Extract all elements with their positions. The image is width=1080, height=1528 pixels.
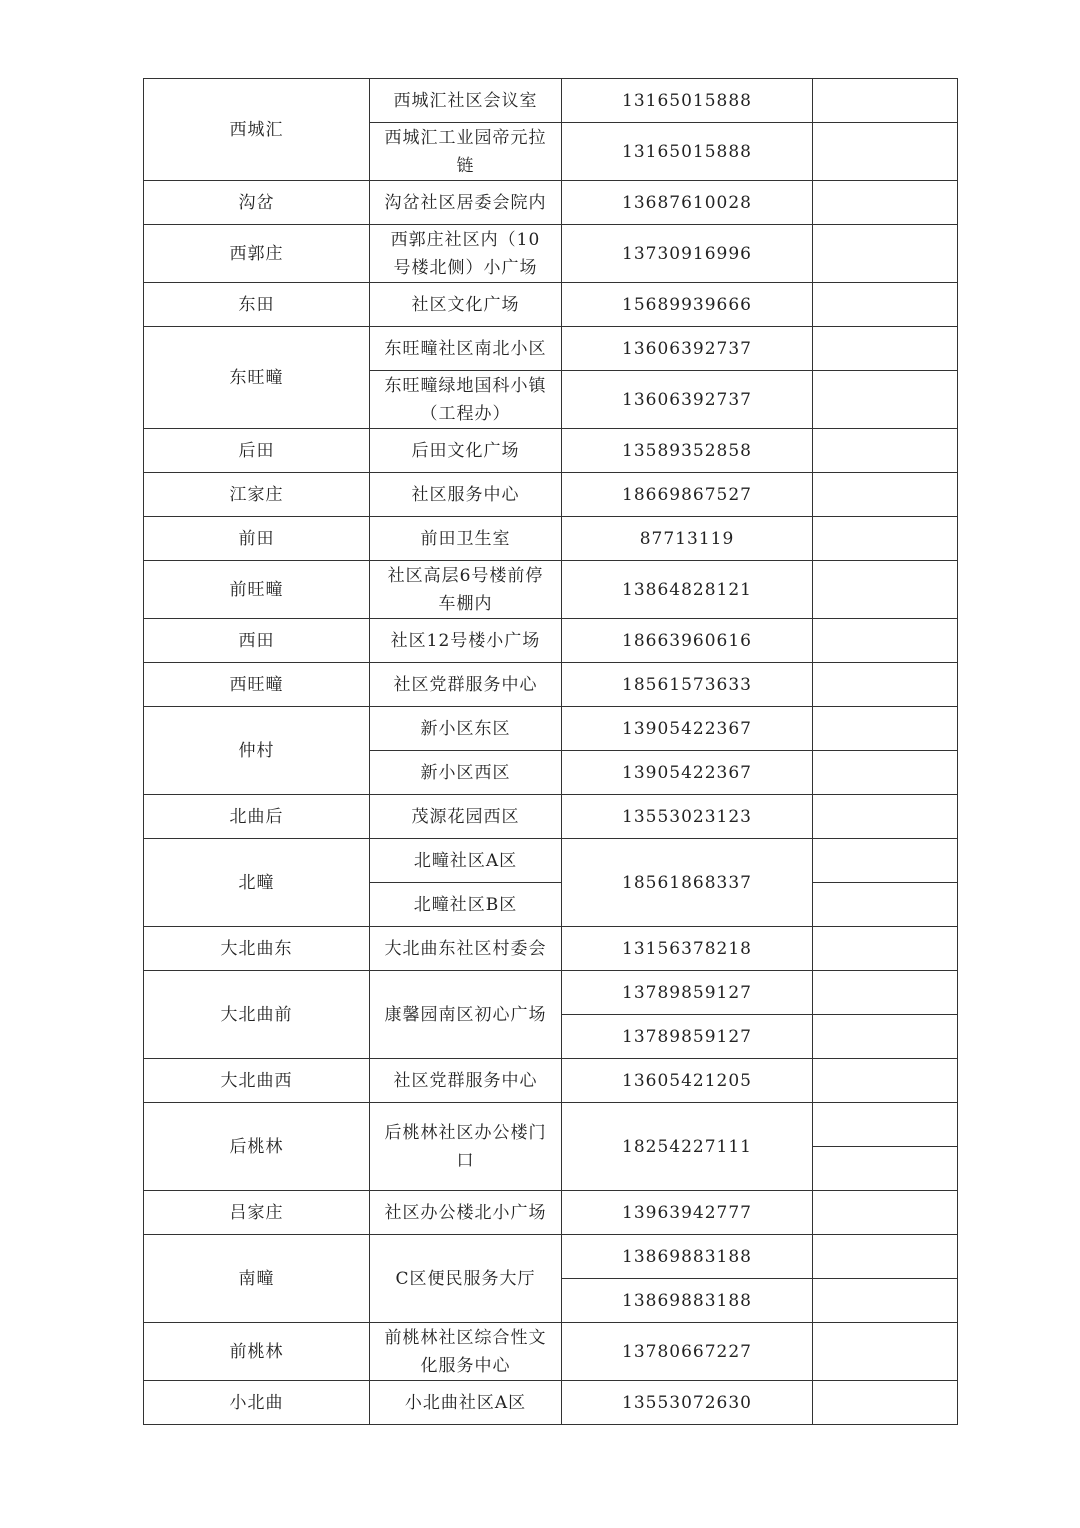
table-row [144, 429, 958, 473]
phone-cell: 13589352858 [562, 429, 813, 473]
remark-cell [813, 707, 958, 751]
site-cell: 前田卫生室 [370, 517, 562, 561]
community-cell: 西旺疃 [144, 663, 370, 707]
phone-cell: 13605421205 [562, 1059, 813, 1103]
site-cell: 西城汇工业园帝元拉链 [370, 123, 562, 181]
community-cell: 江家庄 [144, 473, 370, 517]
table-row [144, 971, 958, 1015]
phone-cell: 13553023123 [562, 795, 813, 839]
community-cell: 西城汇 [144, 79, 370, 181]
community-cell: 前旺疃 [144, 561, 370, 619]
table-row [144, 225, 958, 283]
site-cell: 社区党群服务中心 [370, 663, 562, 707]
site-cell: 后桃林社区办公楼门口 [370, 1103, 562, 1191]
site-cell: 东旺疃绿地国科小镇（工程办） [370, 371, 562, 429]
remark-cell [813, 1015, 958, 1059]
site-cell: 西郭庄社区内（10号楼北侧）小广场 [370, 225, 562, 283]
phone-cell: 13730916996 [562, 225, 813, 283]
remark-cell [813, 429, 958, 473]
phone-cell: 13606392737 [562, 371, 813, 429]
phone-cell: 13869883188 [562, 1235, 813, 1279]
remark-cell [813, 473, 958, 517]
remark-cell [813, 1147, 958, 1191]
site-cell: 西城汇社区会议室 [370, 79, 562, 123]
remark-cell [813, 1059, 958, 1103]
phone-cell: 13165015888 [562, 79, 813, 123]
remark-cell [813, 663, 958, 707]
site-cell: 新小区西区 [370, 751, 562, 795]
phone-cell: 18663960616 [562, 619, 813, 663]
community-cell: 沟岔 [144, 181, 370, 225]
table-row [144, 707, 958, 751]
phone-cell: 18254227111 [562, 1103, 813, 1191]
community-cell: 大北曲西 [144, 1059, 370, 1103]
phone-cell: 13869883188 [562, 1279, 813, 1323]
remark-cell [813, 371, 958, 429]
community-cell: 北曲后 [144, 795, 370, 839]
site-cell: 后田文化广场 [370, 429, 562, 473]
phone-cell: 13156378218 [562, 927, 813, 971]
community-cell: 后桃林 [144, 1103, 370, 1191]
community-cell: 仲村 [144, 707, 370, 795]
table-row [144, 517, 958, 561]
community-cell: 大北曲东 [144, 927, 370, 971]
site-cell: 社区服务中心 [370, 473, 562, 517]
table-row [144, 327, 958, 371]
table-row [144, 181, 958, 225]
table-row [144, 663, 958, 707]
site-cell: 北疃社区B区 [370, 883, 562, 927]
phone-cell: 13864828121 [562, 561, 813, 619]
table-row [144, 1381, 958, 1425]
table-row [144, 561, 958, 619]
phone-cell: 13606392737 [562, 327, 813, 371]
remark-cell [813, 883, 958, 927]
phone-cell: 18561573633 [562, 663, 813, 707]
table-row [144, 1323, 958, 1381]
remark-cell [813, 619, 958, 663]
community-cell: 前田 [144, 517, 370, 561]
remark-cell [813, 971, 958, 1015]
phone-cell: 15689939666 [562, 283, 813, 327]
phone-cell: 13780667227 [562, 1323, 813, 1381]
testing-site-table [143, 78, 958, 1425]
phone-cell: 13165015888 [562, 123, 813, 181]
site-cell: 沟岔社区居委会院内 [370, 181, 562, 225]
table-row [144, 1103, 958, 1147]
site-cell: 北疃社区A区 [370, 839, 562, 883]
community-cell: 西田 [144, 619, 370, 663]
community-cell: 东旺疃 [144, 327, 370, 429]
table-row [144, 795, 958, 839]
table-row [144, 1059, 958, 1103]
table-row [144, 283, 958, 327]
table-row [144, 1191, 958, 1235]
remark-cell [813, 123, 958, 181]
remark-cell [813, 79, 958, 123]
remark-cell [813, 1279, 958, 1323]
community-cell: 吕家庄 [144, 1191, 370, 1235]
remark-cell [813, 181, 958, 225]
site-cell: 小北曲社区A区 [370, 1381, 562, 1425]
community-cell: 后田 [144, 429, 370, 473]
phone-cell: 13905422367 [562, 707, 813, 751]
site-cell: 茂源花园西区 [370, 795, 562, 839]
site-cell: 社区办公楼北小广场 [370, 1191, 562, 1235]
remark-cell [813, 561, 958, 619]
phone-cell: 13687610028 [562, 181, 813, 225]
remark-cell [813, 517, 958, 561]
phone-cell: 18669867527 [562, 473, 813, 517]
remark-cell [813, 225, 958, 283]
site-cell: 大北曲东社区村委会 [370, 927, 562, 971]
community-cell: 北疃 [144, 839, 370, 927]
phone-cell: 13553072630 [562, 1381, 813, 1425]
remark-cell [813, 1191, 958, 1235]
remark-cell [813, 795, 958, 839]
community-cell: 大北曲前 [144, 971, 370, 1059]
remark-cell [813, 283, 958, 327]
phone-cell: 87713119 [562, 517, 813, 561]
table-row [144, 1235, 958, 1279]
phone-cell: 18561868337 [562, 839, 813, 927]
table-row [144, 619, 958, 663]
community-cell: 西郭庄 [144, 225, 370, 283]
site-cell: 前桃林社区综合性文化服务中心 [370, 1323, 562, 1381]
community-cell: 东田 [144, 283, 370, 327]
site-cell: 社区党群服务中心 [370, 1059, 562, 1103]
community-cell: 小北曲 [144, 1381, 370, 1425]
table-row [144, 79, 958, 123]
remark-cell [813, 839, 958, 883]
table-row [144, 839, 958, 883]
remark-cell [813, 1381, 958, 1425]
phone-cell: 13789859127 [562, 971, 813, 1015]
remark-cell [813, 751, 958, 795]
remark-cell [813, 927, 958, 971]
phone-cell: 13905422367 [562, 751, 813, 795]
table-row [144, 473, 958, 517]
site-cell: C区便民服务大厅 [370, 1235, 562, 1323]
site-cell: 东旺疃社区南北小区 [370, 327, 562, 371]
community-cell: 前桃林 [144, 1323, 370, 1381]
site-cell: 社区文化广场 [370, 283, 562, 327]
phone-cell: 13963942777 [562, 1191, 813, 1235]
community-cell: 南疃 [144, 1235, 370, 1323]
site-cell: 社区12号楼小广场 [370, 619, 562, 663]
remark-cell [813, 1103, 958, 1147]
phone-cell: 13789859127 [562, 1015, 813, 1059]
remark-cell [813, 1323, 958, 1381]
site-cell: 康馨园南区初心广场 [370, 971, 562, 1059]
site-cell: 社区高层6号楼前停车棚内 [370, 561, 562, 619]
remark-cell [813, 327, 958, 371]
remark-cell [813, 1235, 958, 1279]
table-row [144, 927, 958, 971]
site-cell: 新小区东区 [370, 707, 562, 751]
